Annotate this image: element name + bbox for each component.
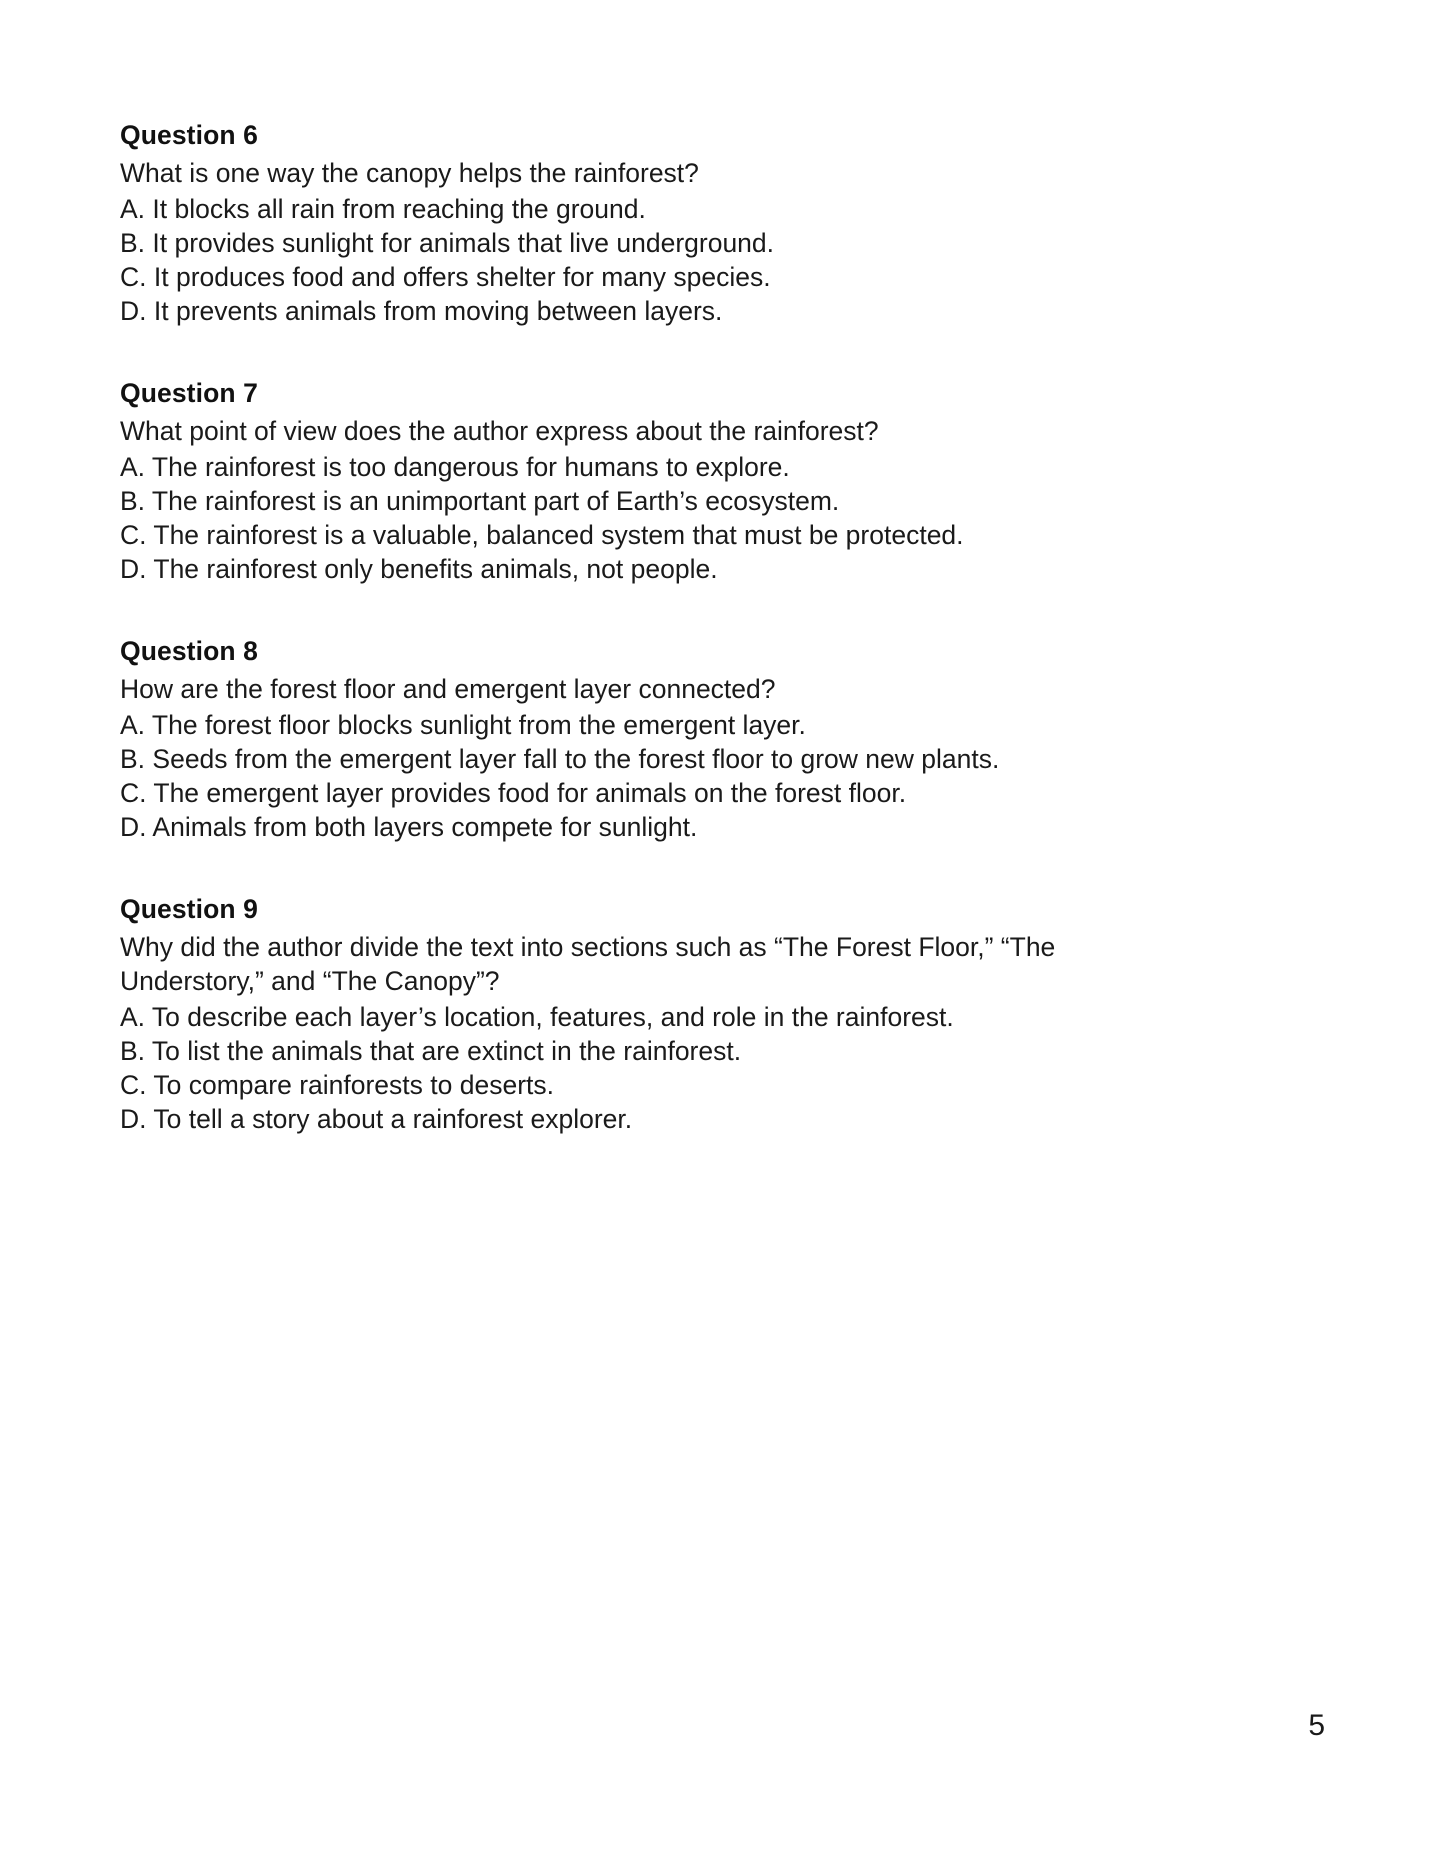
page-number: 5 — [1308, 1709, 1325, 1742]
question-prompt: Why did the author divide the text into sections such as “The Forest Floor,” “The Understory,” and “The Canopy”? — [120, 932, 1063, 996]
answer-option-d[interactable]: D. To tell a story about a rainforest explorer. — [120, 1104, 633, 1134]
questions-container — [120, 118, 1185, 1136]
answer-options — [120, 192, 1185, 328]
question-prompt: How are the forest floor and emergent layer connected? — [120, 674, 776, 704]
question-block-7 — [120, 376, 1185, 586]
question-block-6 — [120, 118, 1185, 328]
question-heading: Question 6 — [120, 120, 258, 150]
answer-options — [120, 450, 1185, 586]
answer-option-c[interactable]: C. To compare rainforests to deserts. — [120, 1070, 555, 1100]
question-prompt: What point of view does the author express about the rainforest? — [120, 416, 879, 446]
answer-option-a[interactable]: A. The forest floor blocks sunlight from the emergent layer. — [120, 710, 806, 740]
answer-option-c[interactable]: C. It produces food and offers shelter for many species. — [120, 262, 771, 292]
answer-options — [120, 708, 1185, 844]
question-heading: Question 7 — [120, 378, 258, 408]
answer-option-d[interactable]: D. Animals from both layers compete for sunlight. — [120, 812, 698, 842]
question-block-8 — [120, 634, 1185, 844]
question-heading: Question 8 — [120, 636, 258, 666]
answer-option-a[interactable]: A. To describe each layer’s location, features, and role in the rainforest. — [120, 1002, 954, 1032]
question-heading: Question 9 — [120, 894, 258, 924]
answer-option-b[interactable]: B. The rainforest is an unimportant part of Earth’s ecosystem. — [120, 486, 840, 516]
answer-option-d[interactable]: D. It prevents animals from moving between layers. — [120, 296, 723, 326]
answer-option-d[interactable]: D. The rainforest only benefits animals, not people. — [120, 554, 718, 584]
answer-options — [120, 1000, 1185, 1136]
answer-option-b[interactable]: B. It provides sunlight for animals that live underground. — [120, 228, 775, 258]
answer-option-c[interactable]: C. The rainforest is a valuable, balanced system that must be protected. — [120, 520, 964, 550]
answer-option-a[interactable]: A. The rainforest is too dangerous for humans to explore. — [120, 452, 790, 482]
answer-option-a[interactable]: A. It blocks all rain from reaching the ground. — [120, 194, 646, 224]
question-block-9 — [120, 892, 1185, 1136]
answer-option-b[interactable]: B. To list the animals that are extinct in the rainforest. — [120, 1036, 742, 1066]
answer-option-b[interactable]: B. Seeds from the emergent layer fall to the forest floor to grow new plants. — [120, 744, 1000, 774]
answer-option-c[interactable]: C. The emergent layer provides food for animals on the forest floor. — [120, 778, 907, 808]
question-prompt: What is one way the canopy helps the rainforest? — [120, 158, 699, 188]
